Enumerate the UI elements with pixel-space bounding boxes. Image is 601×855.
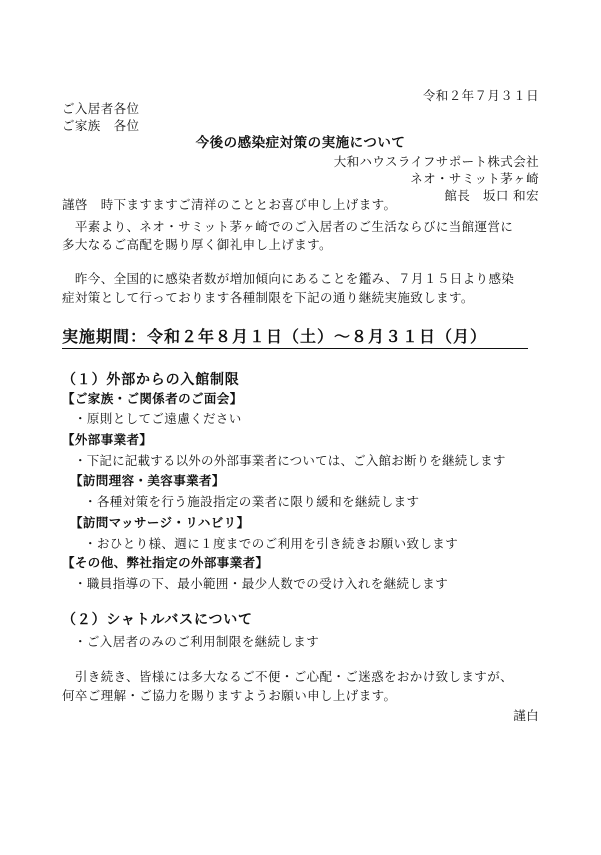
intro-line-2: 多大なるご高配を賜り厚く御礼申し上げます。 (62, 237, 332, 252)
other-label: 【その他、弊社指定の外部事業者】 (62, 555, 269, 570)
document-date: 令和２年７月３１日 (422, 88, 539, 103)
sender-facility: ネオ・サミット茅ヶ崎 (410, 171, 539, 186)
massage-label: 【訪問マッサージ・リハビリ】 (70, 515, 250, 530)
family-item: ・原則としてご遠慮ください (74, 411, 242, 426)
period-underline (62, 348, 528, 349)
massage-item: ・おひとり様、週に１度までのご利用を引き続きお願い致します (84, 536, 459, 551)
recipient-families: ご家族 各位 (62, 118, 140, 133)
closing-line-2: 何卒ご理解・ご協力を賜りますようお願い申し上げます。 (62, 688, 397, 703)
vendor-item: ・下記に記載する以外の外部事業者については、ご入館お断りを継続します (74, 453, 506, 468)
family-label: 【ご家族・ご関係者のご面会】 (62, 391, 243, 406)
document-title: 今後の感染症対策の実施について (195, 135, 406, 151)
sign-off: 謹白 (513, 708, 539, 723)
sender-manager: 館長 坂口 和宏 (444, 188, 539, 203)
greeting: 謹啓 時下ますますご清祥のこととお喜び申し上げます。 (62, 197, 397, 212)
other-item: ・職員指導の下、最小範囲・最少人数での受け入れを継続します (74, 576, 449, 591)
period-heading: 実施期間：令和２年８月１日（土）～８月３１日（月） (62, 327, 488, 346)
vendor-label: 【外部事業者】 (62, 432, 153, 447)
closing-line-1: 引き続き、皆様には多大なるご不便・ご心配・ご迷惑をおかけ致しますが、 (62, 669, 514, 684)
body-line-1: 昨今、全国的に感染者数が増加傾向にあることを鑑み、７月１５日より感染 (62, 271, 515, 286)
body-line-2: 症対策として行っております各種制限を下記の通り継続実施致します。 (62, 290, 474, 305)
beauty-label: 【訪問理容・美容事業者】 (70, 473, 225, 488)
shuttle-item: ・ご入居者のみのご利用制限を継続します (74, 634, 320, 649)
section2-heading: （２）シャトルバスについて (62, 612, 253, 628)
recipient-residents: ご入居者各位 (62, 101, 140, 116)
section1-heading: （１）外部からの入館制限 (62, 372, 240, 388)
intro-line-1: 平素より、ネオ・サミット茅ヶ崎でのご入居者のご生活ならびに当館運営に (62, 219, 514, 234)
beauty-item: ・各種対策を行う施設指定の業者に限り緩和を継続します (84, 494, 420, 509)
sender-company: 大和ハウスライフサポート株式会社 (333, 154, 539, 169)
